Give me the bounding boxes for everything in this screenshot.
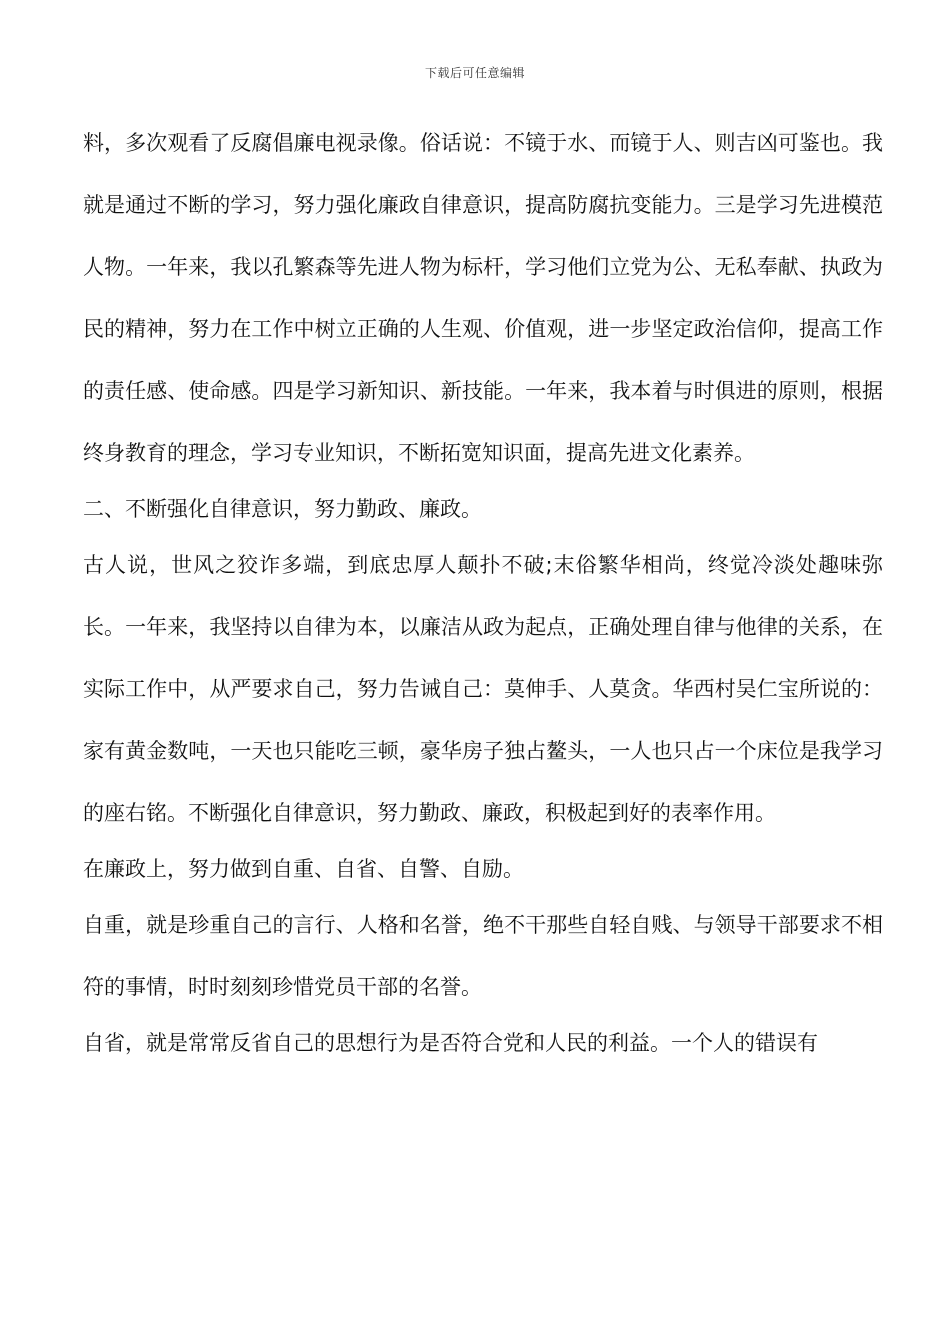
- paragraph-study-summary: 料，多次观看了反腐倡廉电视录像。俗话说：不镜于水、而镜于人、则吉凶可鉴也。我就是通过不断的学习，努力强化廉政自律意识，提高防腐抗变能力。三是学习先进模范人物。一年来，我以孔繁森等先进人物为标杆，学习他们立党为公、无私奉献、执政为民的精神，努力在工作中树立正确的人生观、价值观，进一步坚定政治信仰，提高工作的责任感、使命感。四是学习新知识、新技能。一年来，我本着与时俱进的原则，根据终身教育的理念，学习专业知识，不断拓宽知识面，提高先进文化素养。: [83, 131, 883, 465]
- paragraph-ancient-saying: 古人说，世风之狡诈多端，到底忠厚人颠扑不破;末俗繁华相尚，终觉冷淡处趣味弥长。一年来，我坚持以自律为本，以廉洁从政为起点，正确处理自律与他律的关系，在实际工作中，从严要求自己，努力告诫自己：莫伸手、人莫贪。华西村吴仁宝所说的：家有黄金数吨，一天也只能吃三顿，豪华房子独占鳌头，一人也只占一个床位是我学习的座右铭。不断强化自律意识，努力勤政、廉政，积极起到好的表率作用。: [83, 553, 883, 825]
- paragraph-self-respect: 自重，就是珍重自己的言行、人格和名誉，绝不干那些自轻自贱、与领导干部要求不相符的事情，时时刻刻珍惜党员干部的名誉。: [83, 913, 883, 999]
- paragraph-four-self: 在廉政上，努力做到自重、自省、自警、自励。: [83, 857, 524, 881]
- page-header-note: 下载后可任意编辑: [424, 66, 525, 80]
- paragraph-self-reflection: 自省，就是常常反省自己的思想行为是否符合党和人民的利益。一个人的错误有: [83, 1031, 818, 1055]
- section-heading-self-discipline: 二、不断强化自律意识，努力勤政、廉政。: [83, 497, 482, 521]
- document-body: [83, 112, 883, 1074]
